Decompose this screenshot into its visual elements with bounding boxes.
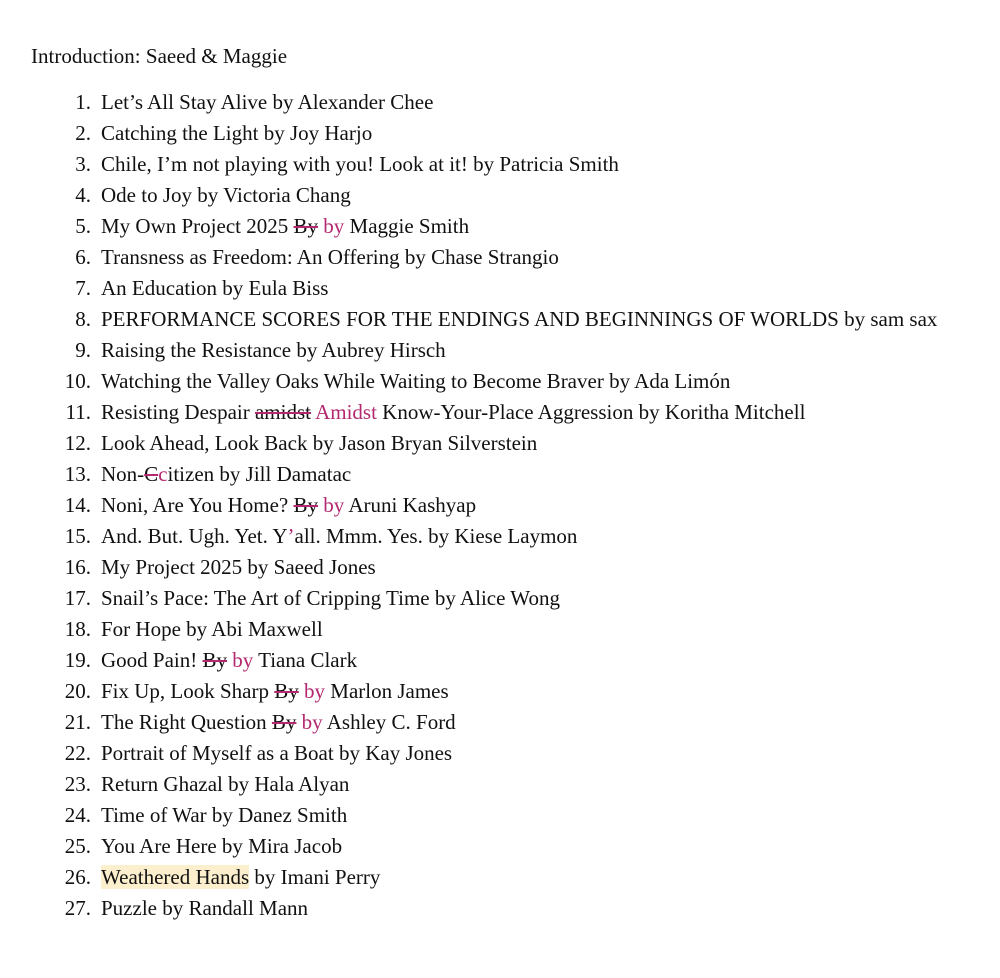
list-item-text[interactable] — [101, 831, 940, 862]
list-item-text[interactable] — [101, 738, 940, 769]
table-of-contents-list — [0, 87, 1000, 924]
list-number: 23. — [64, 772, 91, 796]
list-item — [0, 769, 1000, 800]
tracked-insertion[interactable]: by — [296, 710, 323, 734]
item-text-segment: My Project 2025 by Saeed Jones — [101, 555, 376, 579]
list-number: 15. — [64, 524, 91, 548]
list-item-text[interactable] — [101, 273, 940, 304]
list-item — [0, 428, 1000, 459]
list-item — [0, 645, 1000, 676]
list-item-text[interactable] — [101, 87, 940, 118]
tracked-deletion[interactable] — [294, 493, 319, 517]
list-item-text[interactable] — [101, 428, 940, 459]
list-item-text[interactable] — [101, 211, 940, 242]
list-number: 9. — [75, 338, 91, 362]
list-item-text[interactable] — [101, 304, 940, 335]
list-item-text[interactable] — [101, 366, 940, 397]
item-text-segment: Marlon James — [325, 679, 449, 703]
list-item-text[interactable] — [101, 707, 940, 738]
list-number: 27. — [64, 896, 91, 920]
list-item-text[interactable] — [101, 242, 940, 273]
highlighted-text[interactable]: Weathered Hands — [101, 865, 250, 889]
list-item-text[interactable] — [101, 335, 940, 366]
tracked-deletion-text: By — [271, 710, 297, 734]
item-text-segment: Portrait of Myself as a Boat by Kay Jones — [101, 741, 453, 765]
item-text-segment: Let’s All Stay Alive by Alexander Chee — [101, 90, 434, 114]
list-number: 21. — [64, 710, 91, 734]
item-text-segment: Time of War by Danez Smith — [101, 803, 348, 827]
item-text-segment: Ode to Joy by Victoria Chang — [101, 183, 351, 207]
list-item-text[interactable] — [101, 614, 940, 645]
item-text-segment: Raising the Resistance by Aubrey Hirsch — [101, 338, 446, 362]
item-text-segment: all. Mmm. Yes. by Kiese Laymon — [294, 524, 578, 548]
tracked-insertion[interactable]: ’ — [287, 524, 295, 548]
tracked-insertion[interactable]: by — [318, 214, 345, 238]
list-item — [0, 366, 1000, 397]
list-number: 5. — [75, 214, 91, 238]
list-item — [0, 738, 1000, 769]
item-text-segment: Know-Your-Place Aggression by Koritha Mitchell — [376, 400, 806, 424]
item-text-segment: itizen by Jill Damatac — [167, 462, 352, 486]
list-item-text[interactable] — [101, 521, 940, 552]
list-number: 1. — [75, 90, 91, 114]
item-text-segment: For Hope by Abi Maxwell — [101, 617, 323, 641]
item-text-segment: Maggie Smith — [344, 214, 470, 238]
item-text-segment: And. But. Ugh. Yet. Y — [101, 524, 288, 548]
list-item — [0, 676, 1000, 707]
item-text-segment: by Imani Perry — [249, 865, 381, 889]
list-item-text[interactable] — [101, 149, 940, 180]
list-number: 25. — [64, 834, 91, 858]
item-text-segment: Ashley C. Ford — [322, 710, 456, 734]
item-text-segment: Look Ahead, Look Back by Jason Bryan Silverstein — [101, 431, 538, 455]
item-text-segment: Watching the Valley Oaks While Waiting to Become Braver by Ada Limón — [101, 369, 731, 393]
list-item — [0, 87, 1000, 118]
list-item — [0, 180, 1000, 211]
list-item — [0, 831, 1000, 862]
list-number: 2. — [75, 121, 91, 145]
tracked-insertion[interactable]: by — [318, 493, 345, 517]
tracked-deletion[interactable] — [272, 710, 297, 734]
list-number: 17. — [64, 586, 91, 610]
tracked-deletion[interactable] — [255, 400, 311, 424]
item-text-segment: Transness as Freedom: An Offering by Chase Strangio — [101, 245, 559, 269]
tracked-deletion[interactable] — [144, 462, 158, 486]
list-item — [0, 521, 1000, 552]
list-number: 19. — [64, 648, 91, 672]
list-number: 16. — [64, 555, 91, 579]
list-number: 12. — [64, 431, 91, 455]
list-item-text[interactable] — [101, 676, 940, 707]
item-text-segment: Catching the Light by Joy Harjo — [101, 121, 373, 145]
tracked-deletion-text: By — [202, 648, 228, 672]
tracked-insertion[interactable]: Amidst — [310, 400, 377, 424]
tracked-deletion-text: By — [293, 493, 319, 517]
item-text-segment: Non- — [101, 462, 145, 486]
item-text-segment: Aruni Kashyap — [344, 493, 477, 517]
list-item — [0, 397, 1000, 428]
item-text-segment: You Are Here by Mira Jacob — [101, 834, 343, 858]
list-number: 8. — [75, 307, 91, 331]
list-item-text[interactable] — [101, 893, 940, 924]
list-item — [0, 800, 1000, 831]
tracked-deletion-text: C — [144, 462, 159, 486]
list-number: 13. — [64, 462, 91, 486]
item-text-segment: Chile, I’m not playing with you! Look at it! by Patricia Smith — [101, 152, 619, 176]
list-item-text[interactable] — [101, 800, 940, 831]
item-text-segment: The Right Question — [101, 710, 272, 734]
tracked-deletion[interactable] — [294, 214, 319, 238]
item-text-segment: My Own Project 2025 — [101, 214, 294, 238]
item-text-segment: An Education by Eula Biss — [101, 276, 329, 300]
list-item-text[interactable] — [101, 862, 940, 893]
list-item — [0, 552, 1000, 583]
list-item — [0, 862, 1000, 893]
list-item — [0, 893, 1000, 924]
list-number: 6. — [75, 245, 91, 269]
item-text-segment: Good Pain! — [101, 648, 203, 672]
tracked-insertion[interactable]: by — [227, 648, 254, 672]
list-item-text[interactable] — [101, 552, 940, 583]
list-item-text[interactable] — [101, 118, 940, 149]
item-text-segment: Resisting Despair — [101, 400, 255, 424]
tracked-deletion-text: By — [293, 214, 319, 238]
list-number: 14. — [64, 493, 91, 517]
list-item — [0, 211, 1000, 242]
list-item-text[interactable] — [101, 769, 940, 800]
list-item — [0, 118, 1000, 149]
list-number: 7. — [75, 276, 91, 300]
list-item — [0, 149, 1000, 180]
tracked-deletion-text: By — [274, 679, 299, 703]
item-text-segment: Puzzle by Randall Mann — [101, 896, 309, 920]
tracked-deletion-text: amidst — [254, 400, 311, 424]
item-text-segment: Snail’s Pace: The Art of Cripping Time by Alice Wong — [101, 586, 560, 610]
list-item — [0, 459, 1000, 490]
list-number: 4. — [75, 183, 91, 207]
list-item-text[interactable] — [101, 397, 940, 428]
list-number: 20. — [64, 679, 91, 703]
item-text-segment: Fix Up, Look Sharp — [101, 679, 275, 703]
list-item-text[interactable] — [101, 180, 940, 211]
list-item — [0, 583, 1000, 614]
item-text-segment: Noni, Are You Home? — [101, 493, 294, 517]
list-item — [0, 490, 1000, 521]
list-item-text[interactable] — [101, 459, 940, 490]
tracked-insertion[interactable]: by — [298, 679, 326, 703]
list-number: 11. — [65, 400, 91, 424]
list-number: 22. — [64, 741, 91, 765]
list-item — [0, 707, 1000, 738]
list-number: 24. — [64, 803, 91, 827]
item-text-segment: Return Ghazal by Hala Alyan — [101, 772, 350, 796]
list-item-text[interactable] — [101, 490, 940, 521]
list-item-text[interactable] — [101, 583, 940, 614]
tracked-insertion[interactable]: c — [158, 462, 168, 486]
tracked-deletion[interactable] — [203, 648, 228, 672]
list-item — [0, 273, 1000, 304]
list-item-text[interactable] — [101, 645, 940, 676]
list-item — [0, 614, 1000, 645]
list-number: 26. — [64, 865, 91, 889]
list-item — [0, 242, 1000, 273]
list-item — [0, 335, 1000, 366]
intro-heading: Introduction: Saeed & Maggie — [31, 44, 288, 68]
tracked-deletion[interactable] — [274, 679, 299, 703]
list-number: 18. — [64, 617, 91, 641]
list-item — [0, 304, 1000, 335]
list-number: 3. — [75, 152, 91, 176]
item-text-segment: Tiana Clark — [253, 648, 358, 672]
list-number: 10. — [64, 369, 91, 393]
item-text-segment: PERFORMANCE SCORES FOR THE ENDINGS AND BEGINNINGS OF WORLDS by sam sax — [101, 307, 938, 331]
